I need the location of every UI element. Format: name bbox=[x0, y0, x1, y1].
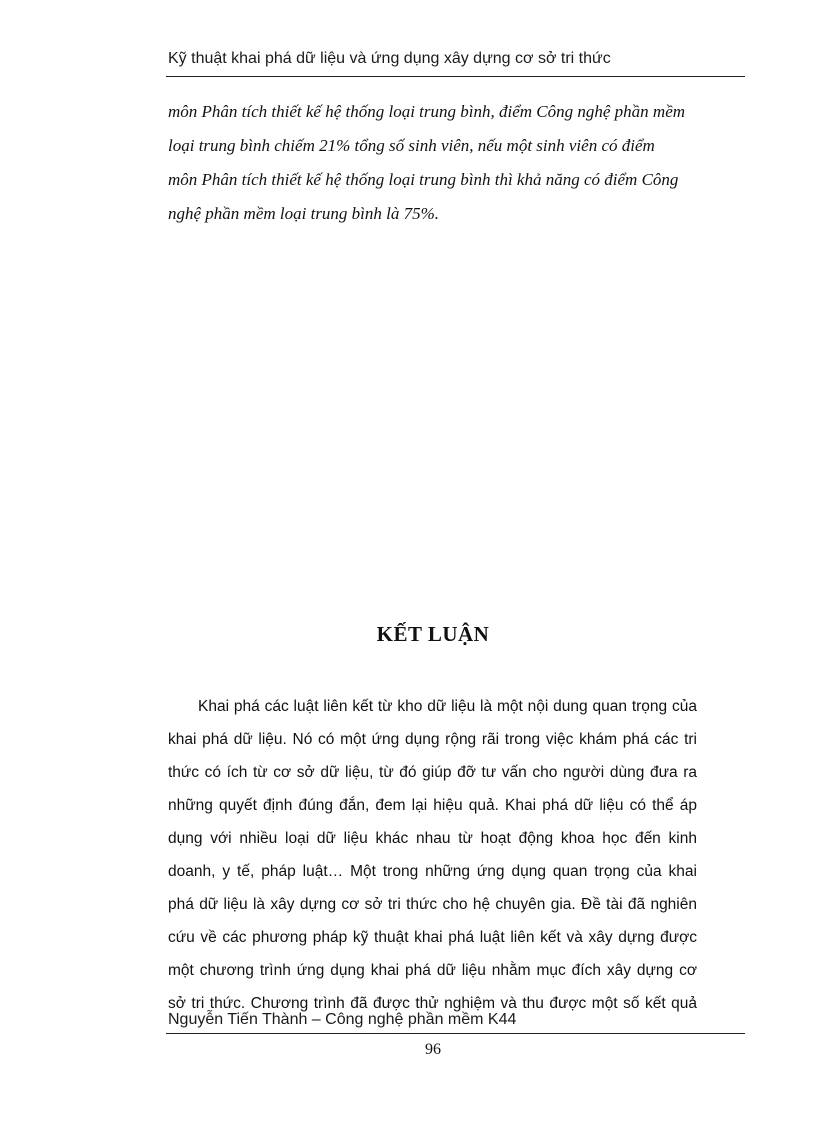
intro-line: môn Phân tích thiết kế hệ thống loại trung bình thì khả năng có điểm Công bbox=[168, 170, 679, 189]
conclusion-paragraph bbox=[168, 690, 697, 1020]
running-footer-author: Nguyễn Tiến Thành – Công nghệ phần mềm K44 bbox=[168, 1011, 517, 1028]
footer-divider bbox=[166, 1033, 745, 1034]
paragraph-line: doanh, y tế, pháp luật… Một trong những ứng dụng quan trọng của khai bbox=[168, 863, 697, 880]
section-heading-conclusion: KẾT LUẬN bbox=[376, 622, 490, 646]
paragraph-line: Khai phá các luật liên kết từ kho dữ liệu là một nội dung quan trọng của bbox=[198, 698, 697, 715]
paragraph-line: một chương trình ứng dụng khai phá dữ liệu nhằm mục đích xây dựng cơ bbox=[168, 962, 697, 979]
intro-line: loại trung bình chiếm 21% tổng số sinh viên, nếu một sinh viên có điểm bbox=[168, 136, 655, 155]
page-number: 96 bbox=[425, 1041, 441, 1058]
paragraph-line: phá dữ liệu là xây dựng cơ sở tri thức cho hệ chuyên gia. Đề tài đã nghiên bbox=[168, 896, 697, 913]
intro-paragraph bbox=[168, 95, 708, 231]
running-header-title: Kỹ thuật khai phá dữ liệu và ứng dụng xây dựng cơ sở tri thức bbox=[168, 50, 611, 67]
paragraph-line: những quyết định đúng đắn, đem lại hiệu quả. Khai phá dữ liệu có thể áp bbox=[168, 797, 697, 814]
header-divider bbox=[166, 76, 745, 77]
paragraph-line: sở tri thức. Chương trình đã được thử nghiệm và thu được một số kết quả bbox=[168, 995, 697, 1012]
paragraph-line: dụng với nhiều loại dữ liệu khác nhau từ hoạt động khoa học đến kinh bbox=[168, 830, 697, 847]
paragraph-line: cứu về các phương pháp kỹ thuật khai phá luật liên kết và xây dựng được bbox=[168, 929, 697, 946]
paragraph-line: khai phá dữ liệu. Nó có một ứng dụng rộng rãi trong việc khám phá các tri bbox=[168, 731, 697, 748]
paragraph-line: thức có ích từ cơ sở dữ liệu, từ đó giúp đỡ tư vấn cho người dùng đưa ra bbox=[168, 764, 697, 781]
intro-line: môn Phân tích thiết kế hệ thống loại trung bình, điểm Công nghệ phần mềm bbox=[168, 102, 686, 121]
intro-line: nghệ phần mềm loại trung bình là 75%. bbox=[168, 204, 440, 223]
